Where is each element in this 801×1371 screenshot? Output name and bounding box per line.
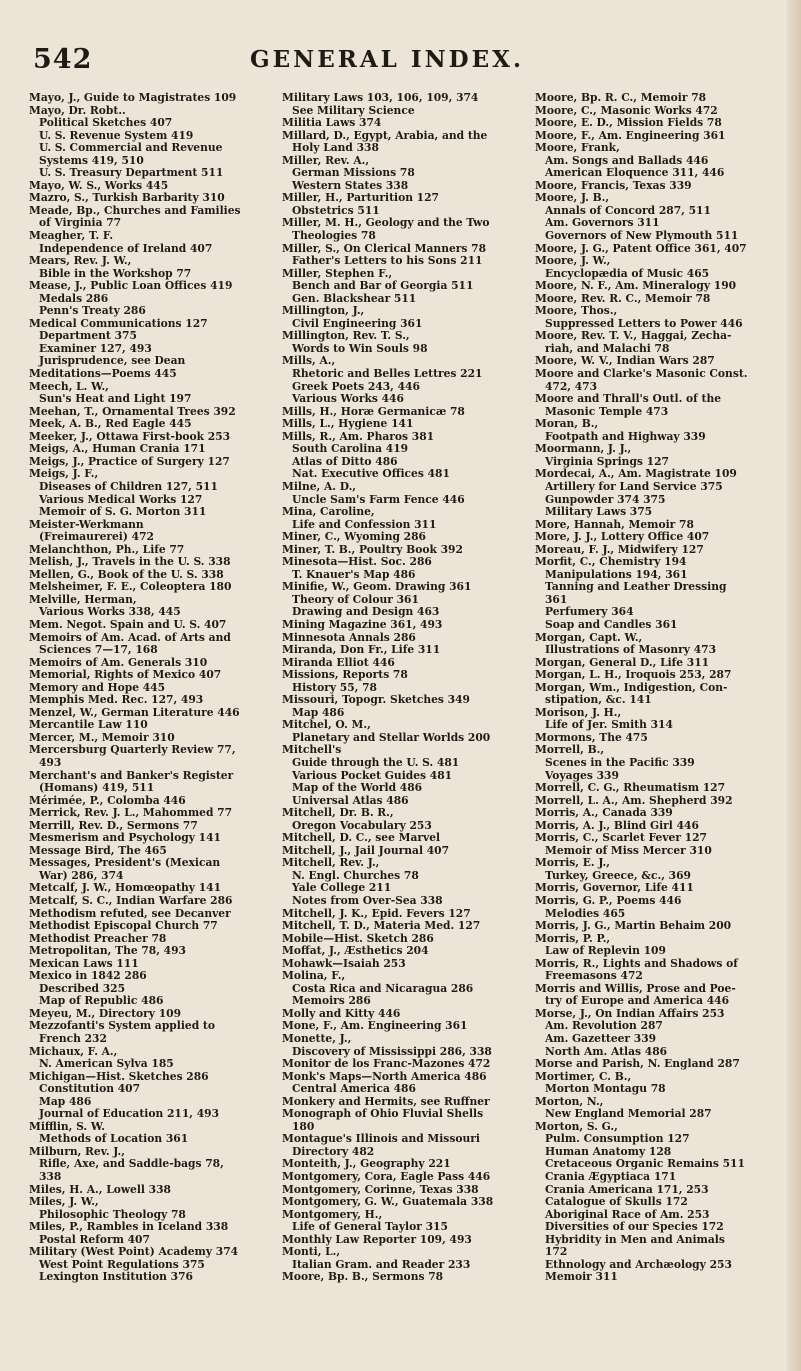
index-entry: Mercantile Law 110 — [29, 718, 148, 732]
index-entry: Moore, Thos., — [535, 304, 618, 318]
index-entry: Minesota—Hist. Soc. 286 — [282, 555, 432, 569]
index-subentry: Examiner 127, 493 — [39, 341, 152, 355]
index-subentry: Encyclopædia of Music 465 — [545, 266, 710, 280]
index-subentry: Penn's Treaty 286 — [39, 304, 146, 318]
index-entry: Morse and Parish, N. England 287 — [535, 1057, 740, 1071]
index-entry: Morris and Willis, Prose and Poe- — [535, 981, 736, 995]
index-subentry: Discovery of Mississippi 286, 338 — [292, 1044, 492, 1058]
index-subentry: N. Engl. Churches 78 — [292, 868, 419, 882]
index-entry: Moore, N. F., Am. Mineralogy 190 — [535, 279, 737, 293]
index-entry: Minnesota Annals 286 — [282, 630, 416, 644]
index-entry: Meagher, T. F. — [29, 229, 114, 243]
index-subentry: Map of the World 486 — [292, 781, 423, 795]
index-subentry: Rifle, Axe, and Saddle-bags 78, — [39, 1157, 224, 1171]
index-entry: Monette, J., — [282, 1032, 352, 1046]
index-entry: Moore, Bp. B., Sermons 78 — [282, 1270, 444, 1284]
index-subentry: American Eloquence 311, 446 — [545, 166, 725, 180]
index-entry: Mordecai, A., Am. Magistrate 109 — [535, 467, 737, 481]
index-subentry: Notes from Over-Sea 338 — [292, 894, 443, 907]
index-entry: Meek, A. B., Red Eagle 445 — [29, 417, 192, 431]
index-subentry: 180 — [292, 1119, 315, 1133]
index-subentry: of Virginia 77 — [39, 216, 122, 230]
index-subentry: N. American Sylva 185 — [39, 1057, 174, 1071]
index-entry: Mayo, W. S., Works 445 — [29, 178, 169, 192]
index-column-3 — [535, 92, 779, 1360]
index-entry: Moore, J. W., — [535, 254, 611, 268]
index-subentry: Illustrations of Masonry 473 — [545, 643, 717, 657]
index-subentry: Postal Reform 407 — [39, 1232, 150, 1246]
index-subentry: stipation, &c. 141 — [545, 693, 652, 707]
index-subentry: Systems 419, 510 — [39, 153, 144, 167]
index-subentry: Philosophic Theology 78 — [39, 1207, 186, 1221]
index-entry: Miller, Rev. A., — [282, 153, 370, 167]
index-entry: Merrill, Rev. D., Sermons 77 — [29, 818, 198, 832]
index-subentry: 493 — [39, 755, 62, 769]
index-entry: Message Bird, The 465 — [29, 843, 167, 857]
index-entry: Memphis Med. Rec. 127, 493 — [29, 693, 204, 707]
index-entry: Michigan—Hist. Sketches 286 — [29, 1069, 209, 1083]
index-entry: Military (West Point) Academy 374 — [29, 1245, 239, 1259]
index-subentry: Am. Revolution 287 — [545, 1019, 663, 1033]
index-entry: Melville, Herman, — [29, 592, 137, 606]
index-entry: Moore, Francis, Texas 339 — [535, 178, 692, 192]
index-subentry: Journal of Education 211, 493 — [39, 1107, 220, 1121]
index-entry: Morgan, L. H., Iroquois 253, 287 — [535, 668, 732, 682]
index-entry: Morgan, General D., Life 311 — [535, 655, 710, 669]
index-entry: Miles, P., Rambles in Iceland 338 — [29, 1220, 229, 1234]
index-entry: Medical Communications 127 — [29, 316, 208, 330]
index-entry: Morris, P. P., — [535, 931, 611, 945]
index-entry: Miner, C., Wyoming 286 — [282, 530, 426, 544]
index-subentry: Perfumery 364 — [545, 605, 634, 619]
index-subentry: try of Europe and America 446 — [545, 994, 730, 1008]
index-subentry: Various Pocket Guides 481 — [292, 768, 453, 782]
index-entry: Mitchell, Dr. B. R., — [282, 806, 394, 820]
index-subentry: Memoir 311 — [545, 1270, 618, 1284]
index-subentry: Yale College 211 — [292, 881, 392, 895]
index-entry: Miller, Stephen F., — [282, 266, 393, 280]
index-subentry: Am. Gazetteer 339 — [545, 1032, 657, 1046]
index-subentry: Guide through the U. S. 481 — [292, 755, 460, 769]
index-entry: Melish, J., Travels in the U. S. 338 — [29, 555, 231, 569]
index-entry: Mina, Caroline, — [282, 505, 375, 519]
index-entry: Moore, Rev. T. V., Haggai, Zecha- — [535, 329, 732, 343]
index-entry: Monthly Law Reporter 109, 493 — [282, 1232, 472, 1246]
index-entry: Meigs, J., Practice of Surgery 127 — [29, 454, 230, 468]
index-subentry: War) 286, 374 — [39, 868, 124, 882]
index-entry: Mills, R., Am. Pharos 381 — [282, 429, 435, 443]
index-entry: Methodism refuted, see Decanver — [29, 906, 231, 920]
index-entry: Mitchell, T. D., Materia Med. 127 — [282, 919, 481, 933]
index-entry: Monteith, J., Geography 221 — [282, 1157, 451, 1171]
index-entry: Milne, A. D., — [282, 479, 357, 493]
index-subentry: Life of General Taylor 315 — [292, 1220, 448, 1234]
index-entry: Moore, Rev. R. C., Memoir 78 — [535, 291, 711, 305]
index-subentry: Described 325 — [39, 981, 126, 995]
index-subentry: Nat. Executive Offices 481 — [292, 467, 450, 481]
index-subentry: Words to Win Souls 98 — [292, 341, 428, 355]
index-subentry: Department 375 — [39, 329, 137, 343]
index-subentry: Life and Confession 311 — [292, 517, 437, 531]
index-subentry: Italian Gram. and Reader 233 — [292, 1257, 471, 1271]
index-entry: Mem. Negot. Spain and U. S. 407 — [29, 617, 227, 631]
index-subentry: T. Knauer's Map 486 — [292, 567, 416, 581]
running-head: GENERAL INDEX. — [250, 46, 524, 73]
index-entry: Merchant's and Banker's Register — [29, 768, 234, 782]
index-entry: Monti, L., — [282, 1245, 341, 1259]
index-entry: Mitchell, J., Jail Journal 407 — [282, 843, 450, 857]
index-subentry: Hybridity in Men and Animals — [545, 1232, 725, 1246]
index-subentry: Masonic Temple 473 — [545, 404, 669, 418]
index-subentry: Crania Ægyptiaca 171 — [545, 1170, 677, 1184]
index-entry: Militia Laws 374 — [282, 116, 382, 130]
index-entry: Moore and Clarke's Masonic Const. — [535, 367, 748, 381]
index-subentry: U. S. Revenue System 419 — [39, 128, 194, 142]
index-subentry: Gen. Blackshear 511 — [292, 291, 417, 305]
index-entry: Mease, J., Public Loan Offices 419 — [29, 279, 233, 293]
index-subentry: Methods of Location 361 — [39, 1132, 189, 1146]
index-entry: Millington, J., — [282, 304, 365, 318]
index-entry: Moore, F., Am. Engineering 361 — [535, 128, 726, 142]
index-entry: Moore, W. V., Indian Wars 287 — [535, 354, 715, 368]
index-entry: Morris, C., Scarlet Fever 127 — [535, 831, 707, 845]
index-entry: Mexican Laws 111 — [29, 956, 139, 970]
index-entry: Montgomery, Cora, Eagle Pass 446 — [282, 1170, 491, 1184]
index-entry: Moore, J. G., Patent Office 361, 407 — [535, 241, 747, 255]
index-entry: Mellen, G., Book of the U. S. 338 — [29, 567, 224, 581]
index-subentry: Governors of New Plymouth 511 — [545, 229, 739, 243]
index-entry: Moore and Thrall's Outl. of the — [535, 392, 722, 406]
index-subentry: Drawing and Design 463 — [292, 605, 440, 619]
index-entry: Melsheimer, F. E., Coleoptera 180 — [29, 580, 232, 594]
index-entry: Montgomery, G. W., Guatemala 338 — [282, 1195, 494, 1209]
index-subentry: Life of Jer. Smith 314 — [545, 718, 673, 732]
index-entry: Mifflin, S. W. — [29, 1119, 105, 1133]
index-entry: Meister-Werkmann — [29, 517, 144, 531]
index-subentry: Am. Governors 311 — [545, 216, 660, 230]
index-subentry: Central America 486 — [292, 1082, 416, 1096]
index-entry: Meigs, J. F., — [29, 467, 99, 481]
index-subentry: Costa Rica and Nicaragua 286 — [292, 981, 474, 995]
index-entry: Monk's Maps—North America 486 — [282, 1069, 487, 1083]
index-entry: Mitchell, J. K., Epid. Fevers 127 — [282, 906, 471, 920]
index-subentry: 338 — [39, 1170, 62, 1184]
index-subentry: Obstetrics 511 — [292, 203, 380, 217]
index-subentry: Map 486 — [39, 1094, 92, 1108]
index-entry: Miles, H. A., Lowell 338 — [29, 1182, 171, 1196]
index-subentry: History 55, 78 — [292, 680, 377, 694]
index-entry: Miranda Elliot 446 — [282, 655, 395, 669]
index-entry: Morison, J. H., — [535, 705, 622, 719]
index-entry: Mazro, S., Turkish Barbarity 310 — [29, 191, 225, 205]
index-entry: Mitchell's — [282, 743, 342, 757]
index-entry: Montgomery, Corinne, Texas 338 — [282, 1182, 479, 1196]
index-subentry: North Am. Atlas 486 — [545, 1044, 668, 1058]
index-entry: Mayo, Dr. Robt.. — [29, 103, 126, 117]
index-entry: Meade, Bp., Churches and Families — [29, 203, 241, 217]
index-subentry: French 232 — [39, 1032, 107, 1046]
index-column-2 — [282, 92, 526, 1360]
index-subentry: Various Medical Works 127 — [39, 492, 203, 506]
index-subentry: Universal Atlas 486 — [292, 793, 409, 807]
index-entry: Monograph of Ohio Fluvial Shells — [282, 1107, 484, 1121]
index-subentry: Virginia Springs 127 — [545, 454, 669, 468]
index-subentry: See Military Science — [292, 103, 415, 117]
index-subentry: Holy Land 338 — [292, 141, 379, 155]
index-subentry: Memoirs 286 — [292, 994, 371, 1008]
index-subentry: Bench and Bar of Georgia 511 — [292, 279, 474, 293]
index-entry: Morse, J., On Indian Affairs 253 — [535, 1006, 725, 1020]
index-entry: Menzel, W., German Literature 446 — [29, 705, 240, 719]
index-subentry: Various Works 446 — [292, 392, 404, 406]
index-columns — [29, 92, 784, 1360]
index-entry: Messages, President's (Mexican — [29, 856, 221, 870]
index-entry: Mortimer, C. B., — [535, 1069, 632, 1083]
index-subentry: Theory of Colour 361 — [292, 592, 419, 606]
index-entry: Mining Magazine 361, 493 — [282, 617, 443, 631]
index-subentry: Uncle Sam's Farm Fence 446 — [292, 492, 465, 506]
index-subentry: Atlas of Ditto 486 — [292, 454, 398, 468]
index-subentry: Cretaceous Organic Remains 511 — [545, 1157, 745, 1171]
index-entry: Morris, G. P., Poems 446 — [535, 894, 682, 907]
index-entry: Mitchell, Rev. J., — [282, 856, 380, 870]
index-entry: Morris, E. J., — [535, 856, 610, 870]
index-entry: Morrell, C. G., Rheumatism 127 — [535, 781, 726, 795]
index-entry: Morgan, Wm., Indigestion, Con- — [535, 680, 728, 694]
index-subentry: 172 — [545, 1245, 568, 1259]
index-entry: Morton, N., — [535, 1094, 604, 1108]
index-subentry: Constitution 407 — [39, 1082, 141, 1096]
index-subentry: U. S. Treasury Department 511 — [39, 166, 224, 180]
index-entry: Morris, R., Lights and Shadows of — [535, 956, 738, 970]
index-entry: Mills, H., Horæ Germanicæ 78 — [282, 404, 465, 418]
index-entry: Mitchel, O. M., — [282, 718, 371, 732]
index-entry: Moore, Frank, — [535, 141, 620, 155]
index-subentry: Father's Letters to his Sons 211 — [292, 254, 483, 268]
index-entry: Methodist Preacher 78 — [29, 931, 167, 945]
index-entry: Meditations—Poems 445 — [29, 367, 177, 381]
index-entry: Mesmerism and Psychology 141 — [29, 831, 221, 845]
index-subentry: Am. Songs and Ballads 446 — [545, 153, 709, 167]
index-entry: Morris, A. J., Blind Girl 446 — [535, 818, 699, 832]
index-subentry: riah, and Malachi 78 — [545, 341, 670, 355]
index-subentry: Tanning and Leather Dressing — [545, 580, 727, 594]
index-subentry: Catalogue of Skulls 172 — [545, 1195, 688, 1209]
index-subentry: Sun's Heat and Light 197 — [39, 392, 192, 406]
index-entry: Moormann, J. J., — [535, 442, 632, 456]
index-subentry: West Point Regulations 375 — [39, 1257, 205, 1271]
index-subentry: Aboriginal Race of Am. 253 — [545, 1207, 710, 1221]
index-entry: Military Laws 103, 106, 109, 374 — [282, 92, 479, 104]
index-entry: Miller, M. H., Geology and the Two — [282, 216, 490, 230]
index-entry: Milburn, Rev. J., — [29, 1144, 125, 1158]
index-subentry: U. S. Commercial and Revenue — [39, 141, 223, 155]
index-subentry: Medals 286 — [39, 291, 109, 305]
index-subentry: Scenes in the Pacific 339 — [545, 755, 695, 769]
index-entry: Miles, J. W., — [29, 1195, 99, 1209]
index-entry: Meeker, J., Ottawa First-book 253 — [29, 429, 231, 443]
index-entry: More, J. J., Lottery Office 407 — [535, 530, 710, 544]
index-entry: Morrell, L. A., Am. Shepherd 392 — [535, 793, 733, 807]
index-entry: Missouri, Topogr. Sketches 349 — [282, 693, 470, 707]
index-entry: Mormons, The 475 — [535, 730, 648, 744]
index-column-1 — [29, 92, 273, 1360]
index-entry: Moore, C., Masonic Works 472 — [535, 103, 718, 117]
index-subentry: Turkey, Greece, &c., 369 — [545, 868, 691, 882]
index-subentry: Map of Republic 486 — [39, 994, 164, 1008]
index-subentry: Pulm. Consumption 127 — [545, 1132, 690, 1146]
index-subentry: Sciences 7—17, 168 — [39, 643, 158, 657]
index-entry: Morris, A., Canada 339 — [535, 806, 673, 820]
index-entry: Mobile—Hist. Sketch 286 — [282, 931, 434, 945]
index-subentry: Planetary and Stellar Worlds 200 — [292, 730, 491, 744]
index-subentry: Civil Engineering 361 — [292, 316, 423, 330]
index-subentry: New England Memorial 287 — [545, 1107, 712, 1121]
index-entry: Merrick, Rev. J. L., Mahommed 77 — [29, 806, 233, 820]
index-subentry: Suppressed Letters to Power 446 — [545, 316, 743, 330]
index-subentry: German Missions 78 — [292, 166, 415, 180]
index-entry: Monkery and Hermits, see Ruffner — [282, 1094, 490, 1108]
index-entry: Mills, A., — [282, 354, 336, 368]
index-entry: Missions, Reports 78 — [282, 668, 408, 682]
index-entry: Meehan, T., Ornamental Trees 392 — [29, 404, 236, 418]
index-entry: Moran, B., — [535, 417, 599, 431]
index-subentry: Law of Replevin 109 — [545, 944, 666, 958]
index-entry: Molly and Kitty 446 — [282, 1006, 401, 1020]
index-entry: Memory and Hope 445 — [29, 680, 166, 694]
index-subentry: Western States 338 — [292, 178, 409, 192]
index-subentry: Crania Americana 171, 253 — [545, 1182, 709, 1196]
page-edge — [787, 0, 801, 1371]
index-subentry: Footpath and Highway 339 — [545, 429, 706, 443]
index-entry: Morfit, C., Chemistry 194 — [535, 555, 687, 569]
index-entry: Mercersburg Quarterly Review 77, — [29, 743, 236, 757]
index-entry: Monitor de los Franc-Mazones 472 — [282, 1057, 491, 1071]
index-subentry: Voyages 339 — [545, 768, 619, 782]
index-entry: Morris, J. G., Martin Behaim 200 — [535, 919, 732, 933]
index-entry: Memoirs of Am. Generals 310 — [29, 655, 208, 669]
index-subentry: Jurisprudence, see Dean — [39, 354, 186, 368]
index-subentry: Greek Poets 243, 446 — [292, 379, 420, 393]
index-entry: Minifie, W., Geom. Drawing 361 — [282, 580, 472, 594]
index-subentry: Map 486 — [292, 705, 345, 719]
index-subentry: Political Sketches 407 — [39, 116, 173, 130]
index-subentry: 361 — [545, 592, 568, 606]
index-subentry: Melodies 465 — [545, 906, 626, 920]
index-entry: Meech, L. W., — [29, 379, 109, 393]
index-entry: Moffat, J., Æsthetics 204 — [282, 944, 429, 958]
index-entry: Mone, F., Am. Engineering 361 — [282, 1019, 468, 1033]
index-subentry: Gunpowder 374 375 — [545, 492, 666, 506]
index-entry: Mohawk—Isaiah 253 — [282, 956, 406, 970]
index-entry: Montgomery, H., — [282, 1207, 383, 1221]
index-entry: Meyeu, M., Directory 109 — [29, 1006, 182, 1020]
index-entry: Millard, D., Egypt, Arabia, and the — [282, 128, 488, 142]
index-entry: More, Hannah, Memoir 78 — [535, 517, 694, 531]
index-entry: Metcalf, J. W., Homœopathy 141 — [29, 881, 222, 895]
index-entry: Moore, J. B., — [535, 191, 610, 205]
index-entry: Melanchthon, Ph., Life 77 — [29, 542, 185, 556]
index-subentry: Oregon Vocabulary 253 — [292, 818, 432, 832]
index-subentry: Artillery for Land Service 375 — [545, 479, 723, 493]
index-subentry: Annals of Concord 287, 511 — [545, 203, 711, 217]
index-subentry: Manipulations 194, 361 — [545, 567, 688, 581]
index-entry: Michaux, F. A., — [29, 1044, 118, 1058]
index-subentry: Theologies 78 — [292, 229, 376, 243]
index-entry: Meigs, A., Human Crania 171 — [29, 442, 206, 456]
index-entry: Mills, L., Hygiene 141 — [282, 417, 414, 431]
index-entry: Moreau, F. J., Midwifery 127 — [535, 542, 704, 556]
index-subentry: 472, 473 — [545, 379, 598, 393]
index-entry: Mexico in 1842 286 — [29, 969, 147, 983]
index-entry: Morton, S. G., — [535, 1119, 618, 1133]
index-subentry: Various Works 338, 445 — [39, 605, 181, 619]
index-entry: Moore, Bp. R. C., Memoir 78 — [535, 92, 707, 104]
index-entry: Metcalf, S. C., Indian Warfare 286 — [29, 894, 233, 907]
index-entry: Mayo, J., Guide to Magistrates 109 — [29, 92, 237, 104]
index-subentry: Human Anatomy 128 — [545, 1144, 672, 1158]
index-subentry: Lexington Institution 376 — [39, 1270, 193, 1284]
index-entry: Mears, Rev. J. W., — [29, 254, 132, 268]
index-entry: Mezzofanti's System applied to — [29, 1019, 215, 1033]
index-subentry: (Homans) 419, 511 — [39, 781, 155, 795]
index-subentry: (Freimaurerei) 472 — [39, 530, 154, 544]
index-entry: Morris, Governor, Life 411 — [535, 881, 694, 895]
index-entry: Miner, T. B., Poultry Book 392 — [282, 542, 463, 556]
index-subentry: Memoir of S. G. Morton 311 — [39, 505, 207, 519]
index-entry: Morgan, Capt. W., — [535, 630, 643, 644]
index-entry: Molina, F., — [282, 969, 346, 983]
index-subentry: Ethnology and Archæology 253 — [545, 1257, 732, 1271]
index-subentry: Military Laws 375 — [545, 505, 653, 519]
index-subentry: Morton Montagu 78 — [545, 1082, 666, 1096]
index-subentry: Freemasons 472 — [545, 969, 643, 983]
index-entry: Miller, H., Parturition 127 — [282, 191, 439, 205]
index-subentry: South Carolina 419 — [292, 442, 409, 456]
index-entry: Miranda, Don Fr., Life 311 — [282, 643, 441, 657]
index-entry: Memoirs of Am. Acad. of Arts and — [29, 630, 231, 644]
index-subentry: Directory 482 — [292, 1144, 375, 1158]
index-entry: Methodist Episcopal Church 77 — [29, 919, 218, 933]
index-subentry: Diseases of Children 127, 511 — [39, 479, 218, 493]
index-entry: Moore, E. D., Mission Fields 78 — [535, 116, 722, 130]
index-subentry: Independence of Ireland 407 — [39, 241, 213, 255]
index-entry: Morrell, B., — [535, 743, 605, 757]
index-subentry: Soap and Candles 361 — [545, 617, 678, 631]
index-entry: Mérimée, P., Colomba 446 — [29, 793, 186, 807]
index-entry: Mitchell, D. C., see Marvel — [282, 831, 441, 845]
index-subentry: Rhetoric and Belles Lettres 221 — [292, 367, 483, 381]
index-entry: Montague's Illinois and Missouri — [282, 1132, 480, 1146]
page-number: 542 — [33, 44, 93, 75]
index-subentry: Bible in the Workshop 77 — [39, 266, 192, 280]
index-entry: Memorial, Rights of Mexico 407 — [29, 668, 222, 682]
index-entry: Mercer, M., Memoir 310 — [29, 730, 175, 744]
index-entry: Metropolitan, The 78, 493 — [29, 944, 186, 958]
index-subentry: Memoir of Miss Mercer 310 — [545, 843, 712, 857]
index-entry: Miller, S., On Clerical Manners 78 — [282, 241, 487, 255]
index-entry: Millington, Rev. T. S., — [282, 329, 410, 343]
index-subentry: Diversities of our Species 172 — [545, 1220, 724, 1234]
